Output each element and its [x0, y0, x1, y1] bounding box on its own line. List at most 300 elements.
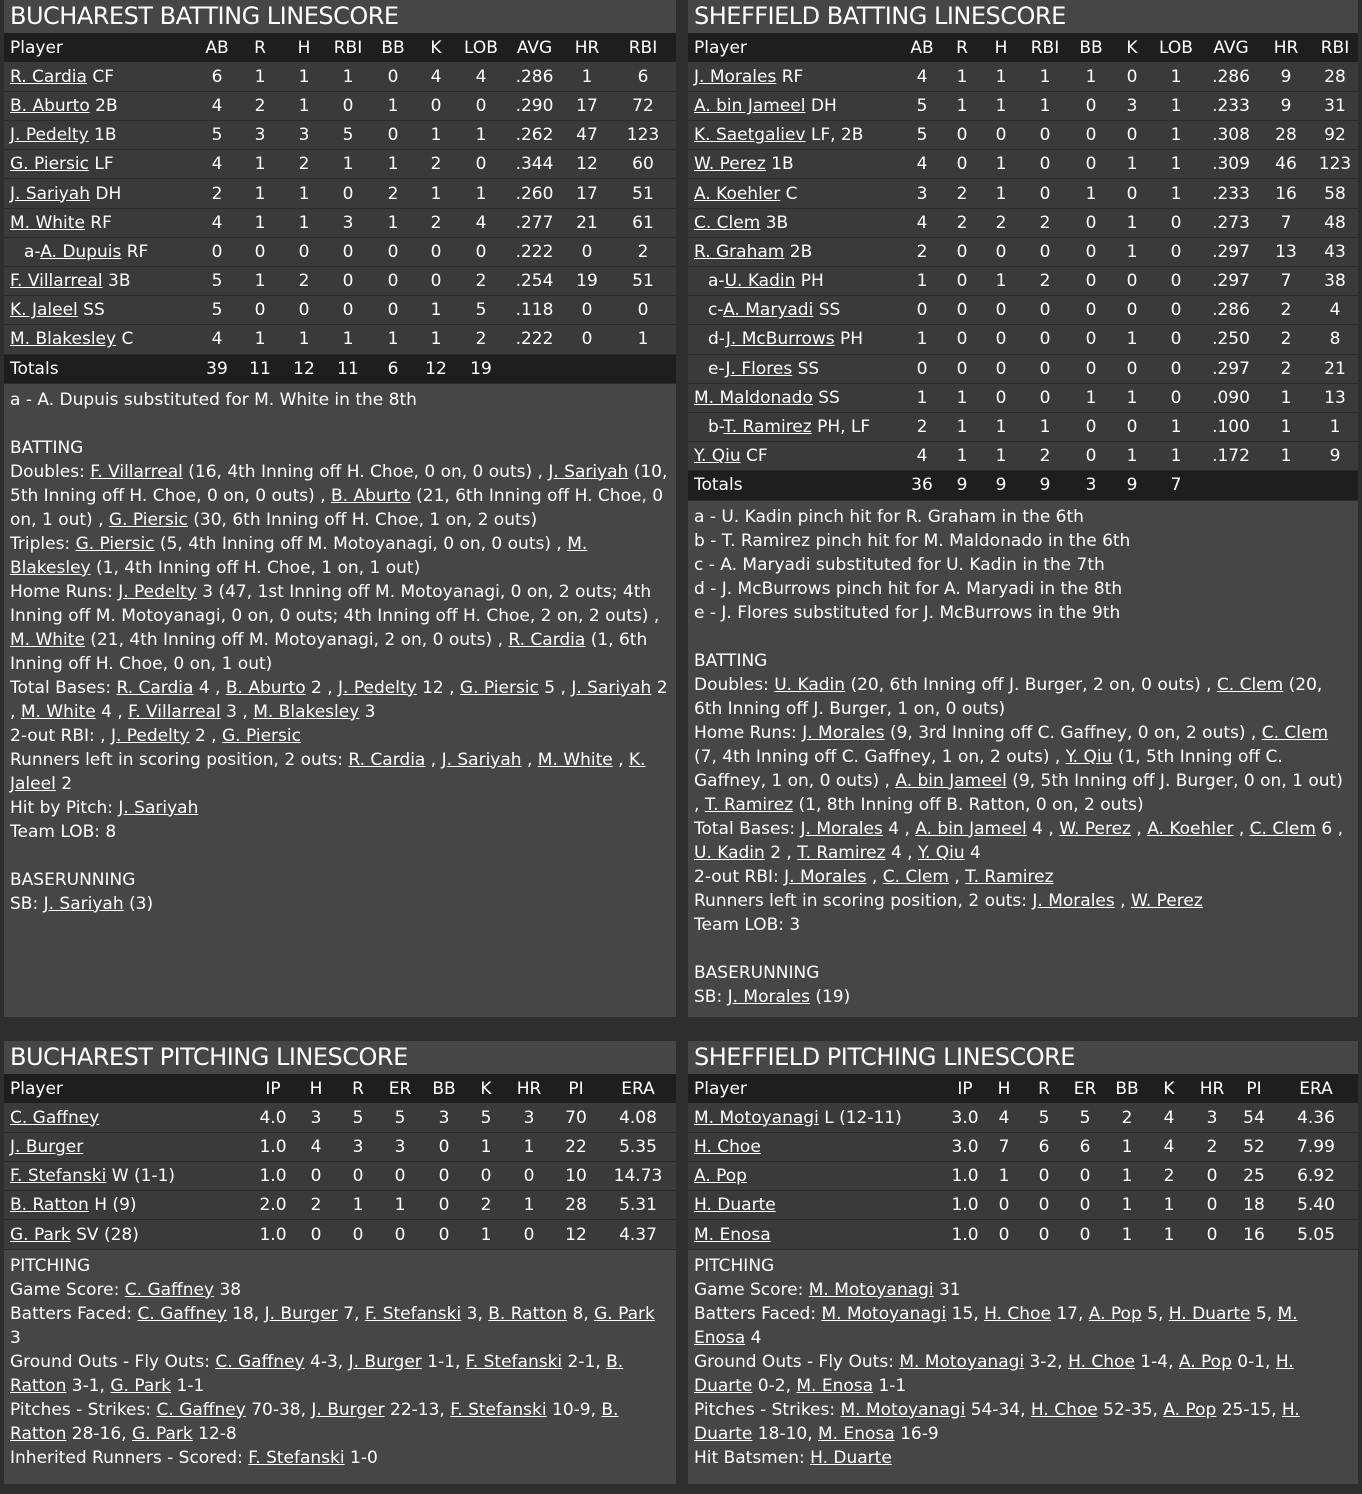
player-link-c-gaffney[interactable]: C. Gaffney: [137, 1303, 227, 1324]
player-link-j-sariyah[interactable]: J. Sariyah: [10, 183, 90, 204]
stat-bb: 0: [438, 1136, 450, 1157]
player-link-c-gaffney[interactable]: C. Gaffney: [10, 1107, 100, 1128]
player-link-j-pedelty[interactable]: J. Pedelty: [338, 677, 417, 698]
player-link-a-pop[interactable]: A. Pop: [1088, 1303, 1142, 1324]
notes-spacer: [10, 844, 670, 868]
player-link-t-ramirez[interactable]: T. Ramirez: [723, 417, 812, 438]
stat-pi: 12: [565, 1224, 587, 1245]
stat-era: 5.35: [619, 1136, 657, 1157]
stat-k: 1: [430, 329, 442, 350]
stat-bb: 0: [438, 1224, 450, 1245]
player-link-j-pedelty[interactable]: J. Pedelty: [10, 125, 89, 146]
stat-avg: .286: [1212, 66, 1250, 87]
player-link-j-sariyah[interactable]: J. Sariyah: [571, 677, 652, 698]
player-link-b-aburto[interactable]: B. Aburto: [331, 485, 411, 506]
stat-hr: 3: [1206, 1107, 1218, 1128]
player-link-m-white[interactable]: M. White: [537, 749, 613, 770]
stat-ab: 4: [916, 154, 928, 175]
stat-rbi: 0: [342, 300, 354, 321]
bucharest-batting-panel: [4, 0, 676, 1017]
note-line: Hit by Pitch: J. Sariyah: [10, 797, 199, 818]
total-lob: 7: [1170, 475, 1182, 496]
player-position: 3B: [102, 271, 131, 292]
player-cell: [688, 1191, 946, 1220]
player-link-m-motoyanagi[interactable]: M. Motoyanagi: [899, 1351, 1025, 1372]
player-link-c-clem[interactable]: C. Clem: [694, 212, 761, 233]
stat-avg: .286: [515, 66, 554, 87]
section-heading-pitching: PITCHING: [694, 1255, 775, 1276]
stat-r: 2: [956, 212, 968, 233]
stat-lob: 0: [1170, 329, 1182, 350]
player-link-a-maryadi[interactable]: A. Maryadi: [723, 300, 814, 321]
stat-avg: .233: [1212, 95, 1250, 116]
player-link-h-choe[interactable]: H. Choe: [694, 1136, 761, 1157]
player-link-f-villarreal[interactable]: F. Villarreal: [90, 461, 183, 482]
stat-k: 1: [430, 183, 442, 204]
note-line: 2-out RBI: , J. Pedelty 2 , G. Piersic: [10, 725, 301, 746]
sheffield-batting-table: [688, 33, 1358, 501]
stat-r: 0: [352, 1166, 364, 1187]
player-position: C: [116, 329, 134, 350]
stat-rbi: 8: [1329, 329, 1341, 350]
sub-prefix: c-: [708, 300, 724, 321]
stat-pi: 10: [565, 1166, 587, 1187]
player-link-c-clem[interactable]: C. Clem: [1249, 818, 1316, 839]
player-link-b-ratton[interactable]: B. Ratton: [10, 1195, 89, 1216]
note-line: Team LOB: 8: [10, 821, 117, 842]
player-link-a-pop[interactable]: A. Pop: [1163, 1399, 1217, 1420]
stat-rbi: 58: [1324, 183, 1346, 204]
player-link-g-piersic[interactable]: G. Piersic: [222, 725, 301, 746]
stat-bb: 0: [1085, 125, 1097, 146]
column-header-hr: HR: [1273, 37, 1299, 58]
stat-h: 0: [298, 241, 310, 262]
stat-avg: .297: [1212, 241, 1250, 262]
player-link-m-enosa[interactable]: M. Enosa: [818, 1423, 895, 1444]
column-header-er: ER: [1073, 1078, 1097, 1099]
player-link-a-bin-jameel[interactable]: A. bin Jameel: [694, 95, 806, 116]
player-link-m-enosa[interactable]: M. Enosa: [796, 1375, 874, 1396]
player-link-f-stefanski[interactable]: F. Stefanski: [465, 1351, 563, 1372]
stat-k: 0: [430, 95, 442, 116]
player-cell: [4, 179, 197, 208]
player-link-j-morales[interactable]: J. Morales: [800, 818, 883, 839]
player-link-y-qiu[interactable]: Y. Qiu: [1065, 746, 1113, 767]
player-link-m-motoyanagi[interactable]: M. Motoyanagi: [821, 1303, 947, 1324]
stat-rbi: 48: [1324, 212, 1346, 233]
stat-er: 1: [394, 1195, 406, 1216]
column-header-avg: AVG: [1213, 37, 1249, 58]
stat-hr: 46: [1275, 154, 1297, 175]
player-link-t-ramirez[interactable]: T. Ramirez: [797, 842, 886, 863]
note-line: Team LOB: 3: [694, 914, 801, 935]
stat-rbi: 72: [632, 95, 654, 116]
player-cell: [4, 237, 197, 266]
player-link-m-blakesley[interactable]: M. Blakesley: [10, 329, 117, 350]
stat-rbi: 2: [637, 241, 649, 262]
player-link-a-koehler[interactable]: A. Koehler: [694, 183, 781, 204]
pitcher-decision: L (12-11): [818, 1107, 902, 1128]
player-link-y-qiu[interactable]: Y. Qiu: [694, 446, 741, 467]
stat-k: 0: [1126, 358, 1138, 379]
player-link-g-piersic[interactable]: G. Piersic: [75, 533, 155, 554]
stat-bb: 2: [1121, 1107, 1133, 1128]
player-row: [688, 1103, 1358, 1132]
player-link-a-dupuis[interactable]: A. Dupuis: [40, 241, 122, 262]
note-line: c - A. Maryadi substituted for U. Kadin in the 7th: [694, 554, 1105, 575]
player-cell: [4, 325, 197, 354]
player-cell: [688, 91, 900, 120]
note-line: d - J. McBurrows pinch hit for A. Maryadi in the 8th: [694, 578, 1123, 599]
stat-avg: .273: [1212, 212, 1250, 233]
column-header-lob: LOB: [1159, 37, 1193, 58]
player-link-b-aburto[interactable]: B. Aburto: [10, 95, 90, 116]
player-link-m-white[interactable]: M. White: [10, 629, 85, 650]
stat-r: 2: [956, 183, 968, 204]
player-link-a-pop[interactable]: A. Pop: [694, 1166, 747, 1187]
player-link-r-cardia[interactable]: R. Cardia: [10, 66, 87, 87]
stat-rbi: 31: [1324, 95, 1346, 116]
column-header-r: R: [1038, 1078, 1050, 1099]
stat-hr: 2: [1280, 329, 1292, 350]
player-link-g-park[interactable]: G. Park: [10, 1224, 71, 1245]
stat-lob: 1: [475, 125, 487, 146]
player-link-c-gaffney[interactable]: C. Gaffney: [156, 1399, 246, 1420]
player-link-j-sariyah[interactable]: J. Sariyah: [43, 893, 124, 914]
player-position: CF: [740, 446, 768, 467]
stat-k: 2: [1163, 1166, 1175, 1187]
stat-lob: 4: [475, 66, 487, 87]
player-link-h-duarte[interactable]: H. Duarte: [1168, 1303, 1251, 1324]
stat-era: 4.08: [619, 1107, 657, 1128]
stat-r: 1: [352, 1195, 364, 1216]
stat-k: 0: [1126, 417, 1138, 438]
player-link-j-morales[interactable]: J. Morales: [1032, 890, 1115, 911]
stat-r: 0: [956, 300, 968, 321]
player-link-a-pop[interactable]: A. Pop: [1178, 1351, 1232, 1372]
stat-r: 1: [956, 66, 968, 87]
player-link-j-burger[interactable]: J. Burger: [348, 1351, 422, 1372]
player-link-h-choe[interactable]: H. Choe: [1068, 1351, 1135, 1372]
stat-h: 3: [298, 125, 310, 146]
stat-bb: 2: [387, 183, 399, 204]
player-link-h-duarte[interactable]: H. Duarte: [810, 1447, 892, 1468]
player-link-j-mcburrows[interactable]: J. McBurrows: [725, 329, 835, 350]
player-link-m-enosa[interactable]: M. Enosa: [694, 1224, 771, 1245]
player-link-m-motoyanagi[interactable]: M. Motoyanagi: [840, 1399, 966, 1420]
stat-k: 1: [480, 1224, 492, 1245]
column-header-hr: HR: [574, 37, 600, 58]
stat-avg: .172: [1212, 446, 1250, 467]
player-link-j-burger[interactable]: J. Burger: [264, 1303, 338, 1324]
column-header-bb: BB: [381, 37, 405, 58]
stat-bb: 0: [387, 300, 399, 321]
player-position: 1B: [765, 154, 794, 175]
player-cell: [4, 1162, 252, 1191]
player-link-m-blakesley[interactable]: M. Blakesley: [253, 701, 360, 722]
player-link-j-pedelty[interactable]: J. Pedelty: [118, 581, 197, 602]
player-link-j-morales[interactable]: J. Morales: [694, 66, 777, 87]
stat-er: 3: [394, 1136, 406, 1157]
player-row: [4, 237, 676, 266]
total-h: 9: [995, 475, 1007, 496]
column-header-player: Player: [694, 37, 747, 58]
stat-avg: .309: [1212, 154, 1250, 175]
player-position: SS: [813, 300, 841, 321]
player-link-j-pedelty[interactable]: J. Pedelty: [110, 725, 190, 746]
player-link-j-sariyah[interactable]: J. Sariyah: [118, 797, 199, 818]
player-link-k-jaleel[interactable]: K. Jaleel: [10, 300, 78, 321]
player-link-k-jaleel[interactable]: K. Jaleel: [10, 749, 646, 794]
player-link-h-choe[interactable]: H. Choe: [1030, 1399, 1098, 1420]
player-link-m-white[interactable]: M. White: [10, 212, 85, 233]
stat-er: 0: [394, 1166, 406, 1187]
player-link-h-duarte[interactable]: H. Duarte: [694, 1195, 776, 1216]
player-link-j-burger[interactable]: J. Burger: [311, 1399, 385, 1420]
player-link-u-kadin[interactable]: U. Kadin: [724, 271, 796, 292]
player-position: LF, 2B: [805, 125, 864, 146]
stat-pi: 22: [565, 1136, 587, 1157]
stat-r: 0: [1038, 1224, 1050, 1245]
bucharest-batting-table: [4, 33, 676, 384]
stat-avg: .260: [515, 183, 554, 204]
player-link-j-sariyah[interactable]: J. Sariyah: [441, 749, 522, 770]
total-avg: [1202, 471, 1260, 500]
column-header-h: H: [309, 1078, 323, 1099]
player-cell: [688, 325, 900, 354]
player-link-c-gaffney[interactable]: C. Gaffney: [215, 1351, 305, 1372]
player-row: [688, 296, 1358, 325]
player-link-a-bin-jameel[interactable]: A. bin Jameel: [895, 770, 1007, 791]
player-link-m-white[interactable]: M. White: [20, 701, 96, 722]
stat-ip: 1.0: [259, 1224, 287, 1245]
player-position: C: [780, 183, 798, 204]
note-line: Game Score: M. Motoyanagi 31: [694, 1279, 961, 1300]
player-link-k-saetgaliev[interactable]: K. Saetgaliev: [694, 125, 806, 146]
stat-rbi: 0: [1039, 358, 1051, 379]
stat-k: 5: [480, 1107, 492, 1128]
player-link-m-enosa[interactable]: M. Enosa: [694, 1303, 1298, 1348]
total-rbi: 9: [1039, 475, 1051, 496]
player-link-j-burger[interactable]: J. Burger: [10, 1136, 84, 1157]
player-link-r-cardia[interactable]: R. Cardia: [508, 629, 586, 650]
player-cell: [688, 1162, 946, 1191]
player-link-a-bin-jameel[interactable]: A. bin Jameel: [915, 818, 1027, 839]
player-link-c-clem[interactable]: C. Clem: [882, 866, 949, 887]
stat-r: 0: [1038, 1195, 1050, 1216]
player-link-c-clem[interactable]: C. Clem: [1216, 674, 1284, 695]
player-link-g-piersic[interactable]: G. Piersic: [108, 509, 188, 530]
total-bb: 3: [1085, 475, 1097, 496]
stat-k: 0: [1126, 183, 1138, 204]
player-row: [4, 91, 676, 120]
player-position: PH, LF: [811, 417, 871, 438]
player-link-c-gaffney[interactable]: C. Gaffney: [124, 1279, 215, 1300]
player-link-f-stefanski[interactable]: F. Stefanski: [364, 1303, 462, 1324]
stat-rbi: 0: [342, 183, 354, 204]
stat-bb: 1: [1085, 183, 1097, 204]
note-line: Game Score: C. Gaffney 38: [10, 1279, 242, 1300]
player-link-a-koehler[interactable]: A. Koehler: [1147, 818, 1234, 839]
total-rbi: 11: [337, 358, 359, 379]
stat-bb: 0: [387, 271, 399, 292]
player-row: [688, 121, 1358, 150]
stat-bb: 0: [1085, 446, 1097, 467]
player-link-t-ramirez[interactable]: T. Ramirez: [965, 866, 1054, 887]
header-row: [688, 33, 1358, 62]
stat-r: 0: [956, 329, 968, 350]
stat-lob: 1: [1170, 95, 1182, 116]
section-heading-batting: BATTING: [694, 650, 768, 671]
stat-r: 1: [254, 212, 266, 233]
player-link-f-stefanski[interactable]: F. Stefanski: [10, 1166, 107, 1187]
stat-rbi: 9: [1329, 446, 1341, 467]
player-row: [4, 150, 676, 179]
stat-ab: 0: [211, 241, 223, 262]
stat-k: 1: [1163, 1195, 1175, 1216]
player-link-c-clem[interactable]: C. Clem: [1261, 722, 1329, 743]
player-link-g-piersic[interactable]: G. Piersic: [459, 677, 539, 698]
stat-rbi: 51: [632, 183, 654, 204]
player-link-m-blakesley[interactable]: M. Blakesley: [10, 533, 588, 578]
player-link-t-ramirez[interactable]: T. Ramirez: [704, 794, 794, 815]
sheffield-batting-notes: [688, 501, 1358, 1013]
stat-ab: 4: [916, 212, 928, 233]
stat-era: 5.40: [1297, 1195, 1335, 1216]
player-link-j-morales[interactable]: J. Morales: [802, 722, 885, 743]
stat-hr: 3: [523, 1107, 535, 1128]
stat-hr: 47: [576, 125, 598, 146]
column-header-era: ERA: [1299, 1078, 1333, 1099]
stat-h: 0: [998, 1195, 1010, 1216]
player-cell: [4, 296, 197, 325]
stat-r: 5: [1038, 1107, 1050, 1128]
player-link-h-duarte[interactable]: H. Duarte: [694, 1399, 1300, 1444]
sub-prefix: d-: [708, 329, 726, 350]
stat-bb: 0: [438, 1166, 450, 1187]
stat-rbi: 0: [342, 95, 354, 116]
player-link-f-stefanski[interactable]: F. Stefanski: [450, 1399, 547, 1420]
player-link-f-villarreal[interactable]: F. Villarreal: [10, 271, 103, 292]
stat-h: 1: [995, 446, 1007, 467]
player-position: PH: [834, 329, 864, 350]
stat-k: 0: [430, 271, 442, 292]
player-link-w-perez[interactable]: W. Perez: [1130, 890, 1203, 911]
player-cell: [4, 91, 197, 120]
note-line: Pitches - Strikes: C. Gaffney 70-38, J. Burger 22-13, F. Stefanski 10-9, B. Ratton 28-16, G. Park 12-8: [10, 1399, 619, 1444]
player-link-b-ratton[interactable]: B. Ratton: [488, 1303, 568, 1324]
player-link-f-villarreal[interactable]: F. Villarreal: [128, 701, 221, 722]
player-link-h-choe[interactable]: H. Choe: [984, 1303, 1051, 1324]
stat-r: 1: [254, 154, 266, 175]
player-cell: [4, 62, 197, 91]
column-header-bb: BB: [432, 1078, 456, 1099]
player-link-j-flores[interactable]: J. Flores: [725, 358, 793, 379]
player-link-m-motoyanagi[interactable]: M. Motoyanagi: [808, 1279, 934, 1300]
player-row: [4, 267, 676, 296]
column-header-hr: HR: [1199, 1078, 1225, 1099]
player-link-y-qiu[interactable]: Y. Qiu: [918, 842, 965, 863]
stat-k: 1: [1126, 154, 1138, 175]
stat-k: 1: [1126, 212, 1138, 233]
player-link-w-perez[interactable]: W. Perez: [1059, 818, 1131, 839]
player-row: [688, 412, 1358, 441]
stat-ab: 3: [916, 183, 928, 204]
sheffield-pitching-title: SHEFFIELD PITCHING LINESCORE: [688, 1041, 1358, 1074]
sheffield-batting-title: SHEFFIELD BATTING LINESCORE: [688, 0, 1358, 33]
stat-ip: 1.0: [951, 1166, 979, 1187]
note-line: Ground Outs - Fly Outs: C. Gaffney 4-3, J. Burger 1-1, F. Stefanski 2-1, B. Ratton 3-1, G. Park 1-1: [10, 1351, 624, 1396]
player-link-r-graham[interactable]: R. Graham: [694, 241, 785, 262]
player-link-b-ratton[interactable]: B. Ratton: [10, 1351, 624, 1396]
stat-hr: 9: [1280, 66, 1292, 87]
player-link-u-kadin[interactable]: U. Kadin: [774, 674, 846, 695]
stat-h: 1: [298, 66, 310, 87]
stat-h: 0: [298, 300, 310, 321]
stat-h: 0: [310, 1166, 322, 1187]
note-line: a - U. Kadin pinch hit for R. Graham in the 6th: [694, 506, 1084, 527]
stat-lob: 1: [1170, 66, 1182, 87]
note-line: 2-out RBI: J. Morales , C. Clem , T. Ramirez: [694, 866, 1054, 887]
stat-k: 2: [430, 212, 442, 233]
player-link-h-duarte[interactable]: H. Duarte: [694, 1351, 1294, 1396]
player-link-g-park[interactable]: G. Park: [131, 1423, 193, 1444]
player-link-j-morales[interactable]: J. Morales: [727, 986, 810, 1007]
stat-k: 1: [1126, 241, 1138, 262]
stat-rbi: 60: [632, 154, 654, 175]
stat-bb: 0: [1085, 358, 1097, 379]
player-cell: [4, 208, 197, 237]
player-row: [688, 1220, 1358, 1249]
column-header-hr: HR: [516, 1078, 542, 1099]
total-ab: 39: [206, 358, 228, 379]
player-link-j-morales[interactable]: J. Morales: [784, 866, 867, 887]
sheffield-pitching-panel: [688, 1041, 1358, 1484]
stat-pi: 28: [565, 1195, 587, 1216]
player-link-g-park[interactable]: G. Park: [594, 1303, 655, 1324]
player-link-m-motoyanagi[interactable]: M. Motoyanagi: [694, 1107, 819, 1128]
total-rbi: [1312, 471, 1358, 500]
player-link-j-sariyah[interactable]: J. Sariyah: [548, 461, 629, 482]
stat-rbi: 38: [1324, 271, 1346, 292]
note-line: Doubles: F. Villarreal (16, 4th Inning off H. Choe, 0 on, 0 outs) , J. Sariyah (10, 5th Inning off H. Choe, 0 on, 0 outs) , B. Aburto (21, 6th Inning off H. Choe, 0 on, 1 out) , G. Piersic (30, 6th Inning off H. Choe, 1 on, 2 outs): [10, 461, 668, 530]
player-cell: [688, 208, 900, 237]
stat-bb: 1: [1085, 66, 1097, 87]
player-link-b-ratton[interactable]: B. Ratton: [10, 1399, 619, 1444]
player-link-w-perez[interactable]: W. Perez: [694, 154, 766, 175]
stat-k: 0: [1126, 125, 1138, 146]
stat-rbi: 1: [637, 329, 649, 350]
note-line: Pitches - Strikes: M. Motoyanagi 54-34, H. Choe 52-35, A. Pop 25-15, H. Duarte 18-10, M. Enosa 16-9: [694, 1399, 1300, 1444]
player-link-r-cardia[interactable]: R. Cardia: [348, 749, 426, 770]
player-link-g-piersic[interactable]: G. Piersic: [10, 154, 89, 175]
player-link-f-stefanski[interactable]: F. Stefanski: [248, 1447, 345, 1468]
stat-h: 2: [995, 212, 1007, 233]
player-link-b-aburto[interactable]: B. Aburto: [225, 677, 306, 698]
stat-h: 0: [995, 387, 1007, 408]
stat-rbi: 0: [1039, 154, 1051, 175]
stat-bb: 0: [1085, 300, 1097, 321]
stat-hr: 1: [1280, 417, 1292, 438]
player-link-g-park[interactable]: G. Park: [110, 1375, 172, 1396]
player-cell: [688, 383, 900, 412]
column-header-player: Player: [10, 1078, 63, 1099]
player-link-m-maldonado[interactable]: M. Maldonado: [694, 387, 813, 408]
player-link-u-kadin[interactable]: U. Kadin: [694, 842, 765, 863]
column-header-r: R: [352, 1078, 364, 1099]
player-link-r-cardia[interactable]: R. Cardia: [116, 677, 194, 698]
player-position: SS: [812, 387, 840, 408]
